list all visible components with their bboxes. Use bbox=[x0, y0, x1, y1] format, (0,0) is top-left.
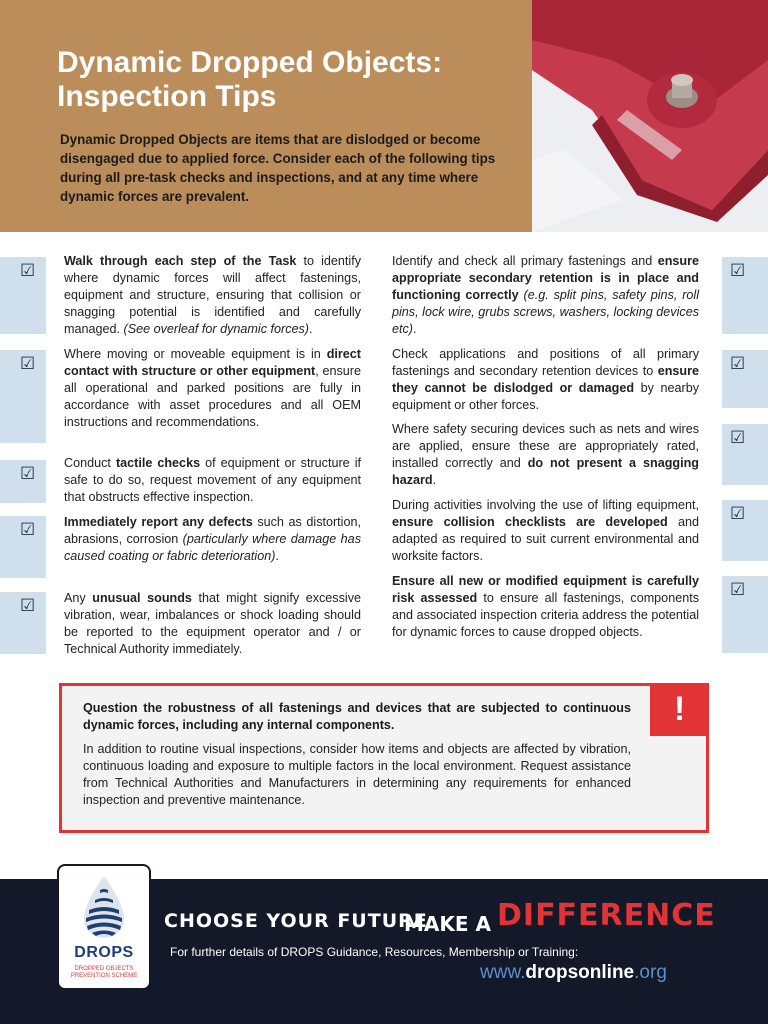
drops-logo[interactable] bbox=[57, 864, 151, 990]
tip-text: such as distortion, abrasions, corrosion bbox=[64, 515, 361, 546]
checkbox-icon: ☑ bbox=[730, 354, 746, 374]
drop-spiral-icon bbox=[59, 868, 149, 948]
tip-note: (particularly where damage has caused coating or fabric deterioration) bbox=[64, 532, 361, 563]
checkbox-tip-1[interactable] bbox=[0, 257, 46, 334]
tip-note: (e.g. split pins, safety pins, roll pins, lock wire, grubs screws, washers, locking devices etc) bbox=[392, 288, 700, 336]
checkbox-icon: ☑ bbox=[20, 354, 36, 374]
fastening-photo bbox=[532, 0, 768, 232]
title-line-1: Dynamic Dropped Objects: bbox=[57, 46, 443, 79]
tagline-choose-future: CHOOSE YOUR FUTURE bbox=[164, 910, 428, 932]
tip-secondary-retention bbox=[392, 253, 699, 338]
tip-check-applications bbox=[392, 346, 699, 414]
tip-emphasis: unusual sounds bbox=[92, 591, 192, 605]
tip-text: to identify where dynamic forces will affect fastenings, equipment and structure, ensuring that collision or snagging potential is identified and carefully managed. bbox=[64, 254, 362, 336]
warning-body: In addition to routine visual inspections, consider how items and objects are affected by vibration, continuous loading and exposure to multiple factors in the local environment. Request assistance from Technical Authorities and Manufacturers in determining any requirements for enhanced inspection and preventive maintenance. bbox=[83, 742, 631, 807]
tip-text: and adapted as required to suit current environmental and worksite factors. bbox=[392, 515, 699, 563]
intro-text: Dynamic Dropped Objects are items that are dislodged or become disengaged due to applied force. Consider each of the following tips during all pre-task checks and inspections, and at any time where dynamic forces are prevalent. bbox=[60, 132, 496, 204]
tip-emphasis: Ensure all new or modified equipment is carefully risk assessed bbox=[392, 574, 699, 605]
tip-text: to ensure all fastenings, components and associated inspection criteria address the potential for dynamic forces to cause dropped objects. bbox=[392, 591, 699, 639]
logo-subtitle-line-2: PREVENTION SCHEME bbox=[70, 973, 138, 979]
tip-text: . bbox=[413, 322, 417, 336]
checkbox-icon: ☑ bbox=[20, 261, 36, 281]
tagline bbox=[164, 900, 724, 940]
checkbox-icon: ☑ bbox=[730, 428, 746, 448]
url-prefix: www. bbox=[480, 962, 526, 983]
header-banner bbox=[0, 0, 532, 232]
checkbox-icon: ☑ bbox=[20, 520, 36, 540]
tip-tactile-checks bbox=[64, 455, 361, 506]
tip-emphasis: direct contact with structure or other equipment bbox=[64, 347, 361, 378]
tip-text: Conduct bbox=[64, 456, 116, 470]
tip-note: (See overleaf for dynamic forces) bbox=[123, 322, 309, 336]
tip-text: , ensure all operational and parked positions are fully in accordance with asset procedures and all OEM instructions and recommendations. bbox=[64, 364, 361, 429]
tagline-difference: DIFFERENCE bbox=[497, 898, 716, 933]
tip-lifting-equipment bbox=[392, 497, 699, 565]
checkbox-icon: ☑ bbox=[20, 464, 36, 484]
exclamation-icon: ! bbox=[650, 683, 709, 736]
tip-text: . bbox=[275, 549, 279, 563]
tip-emphasis: ensure they cannot be dislodged or damaged bbox=[392, 364, 699, 395]
checkbox-tip-10[interactable] bbox=[722, 576, 768, 653]
checkbox-icon: ☑ bbox=[730, 580, 746, 600]
tip-text: Where safety securing devices such as nets and wires are applied, ensure these are appropriately rated, installed correctly and bbox=[392, 422, 699, 470]
title-line-2: Inspection Tips bbox=[57, 80, 277, 113]
page-title bbox=[57, 46, 517, 114]
tip-text: Any bbox=[64, 591, 93, 605]
tip-report-defects bbox=[64, 514, 361, 565]
tip-safety-securing-devices bbox=[392, 421, 699, 489]
tip-text: Check applications and positions of all primary fastenings and secondary retention devices to bbox=[392, 347, 699, 378]
tip-text: that might signify excessive vibration, wear, imbalances or shock loading should be reported to the equipment operator and / or Technical Authority immediately. bbox=[64, 591, 362, 656]
checkbox-tip-9[interactable] bbox=[722, 500, 768, 561]
logo-wordmark: DROPS bbox=[74, 944, 134, 961]
tip-emphasis: Immediately report any defects bbox=[64, 515, 253, 529]
website-link[interactable] bbox=[480, 962, 667, 984]
warning-heading: Question the robustness of all fastenings and devices that are subjected to continuous dynamic forces, including any internal components. bbox=[83, 701, 631, 732]
checkbox-tip-3[interactable] bbox=[0, 460, 46, 503]
logo-subtitle bbox=[59, 966, 149, 980]
checkbox-tip-8[interactable] bbox=[722, 424, 768, 485]
checkbox-tip-6[interactable] bbox=[722, 257, 768, 334]
tagline-make-a: MAKE A bbox=[404, 912, 491, 936]
tip-emphasis: Walk through each step of the Task bbox=[64, 254, 297, 268]
tip-risk-assessed bbox=[392, 573, 699, 641]
checkbox-icon: ☑ bbox=[20, 596, 36, 616]
tip-text: Where moving or moveable equipment is in bbox=[64, 347, 327, 361]
tip-text: by nearby equipment or other forces. bbox=[392, 381, 700, 412]
footer-details-text: For further details of DROPS Guidance, Resources, Membership or Training: bbox=[170, 945, 579, 959]
tip-text: . bbox=[432, 473, 437, 487]
tip-walk-through bbox=[64, 253, 361, 338]
tip-emphasis: ensure collision checklists are developed bbox=[392, 515, 668, 529]
tip-emphasis: tactile checks bbox=[115, 456, 201, 470]
tip-text: . bbox=[309, 322, 313, 336]
tip-text: During activities involving the use of lifting equipment, bbox=[392, 498, 699, 512]
checkbox-tip-7[interactable] bbox=[722, 350, 768, 408]
checkbox-icon: ☑ bbox=[730, 504, 746, 524]
tip-unusual-sounds bbox=[64, 590, 361, 658]
tip-text: of equipment or structure if safe to do so, request movement of any equipment that obstructs effective inspection. bbox=[64, 456, 361, 504]
tip-text: Identify and check all primary fastenings and bbox=[392, 254, 658, 268]
logo-subtitle-line-1: DROPPED OBJECTS bbox=[74, 966, 134, 972]
checkbox-tip-5[interactable] bbox=[0, 592, 46, 654]
checkbox-tip-2[interactable] bbox=[0, 350, 46, 443]
checkbox-tip-4[interactable] bbox=[0, 516, 46, 578]
tip-emphasis: do not present a snagging hazard bbox=[392, 456, 699, 487]
url-domain: dropsonline bbox=[525, 962, 635, 983]
tip-emphasis: ensure appropriate secondary retention is in place and functioning correctly bbox=[392, 254, 699, 302]
tip-direct-contact bbox=[64, 346, 361, 431]
url-tld: .org bbox=[634, 962, 667, 983]
checkbox-icon: ☑ bbox=[730, 261, 746, 281]
